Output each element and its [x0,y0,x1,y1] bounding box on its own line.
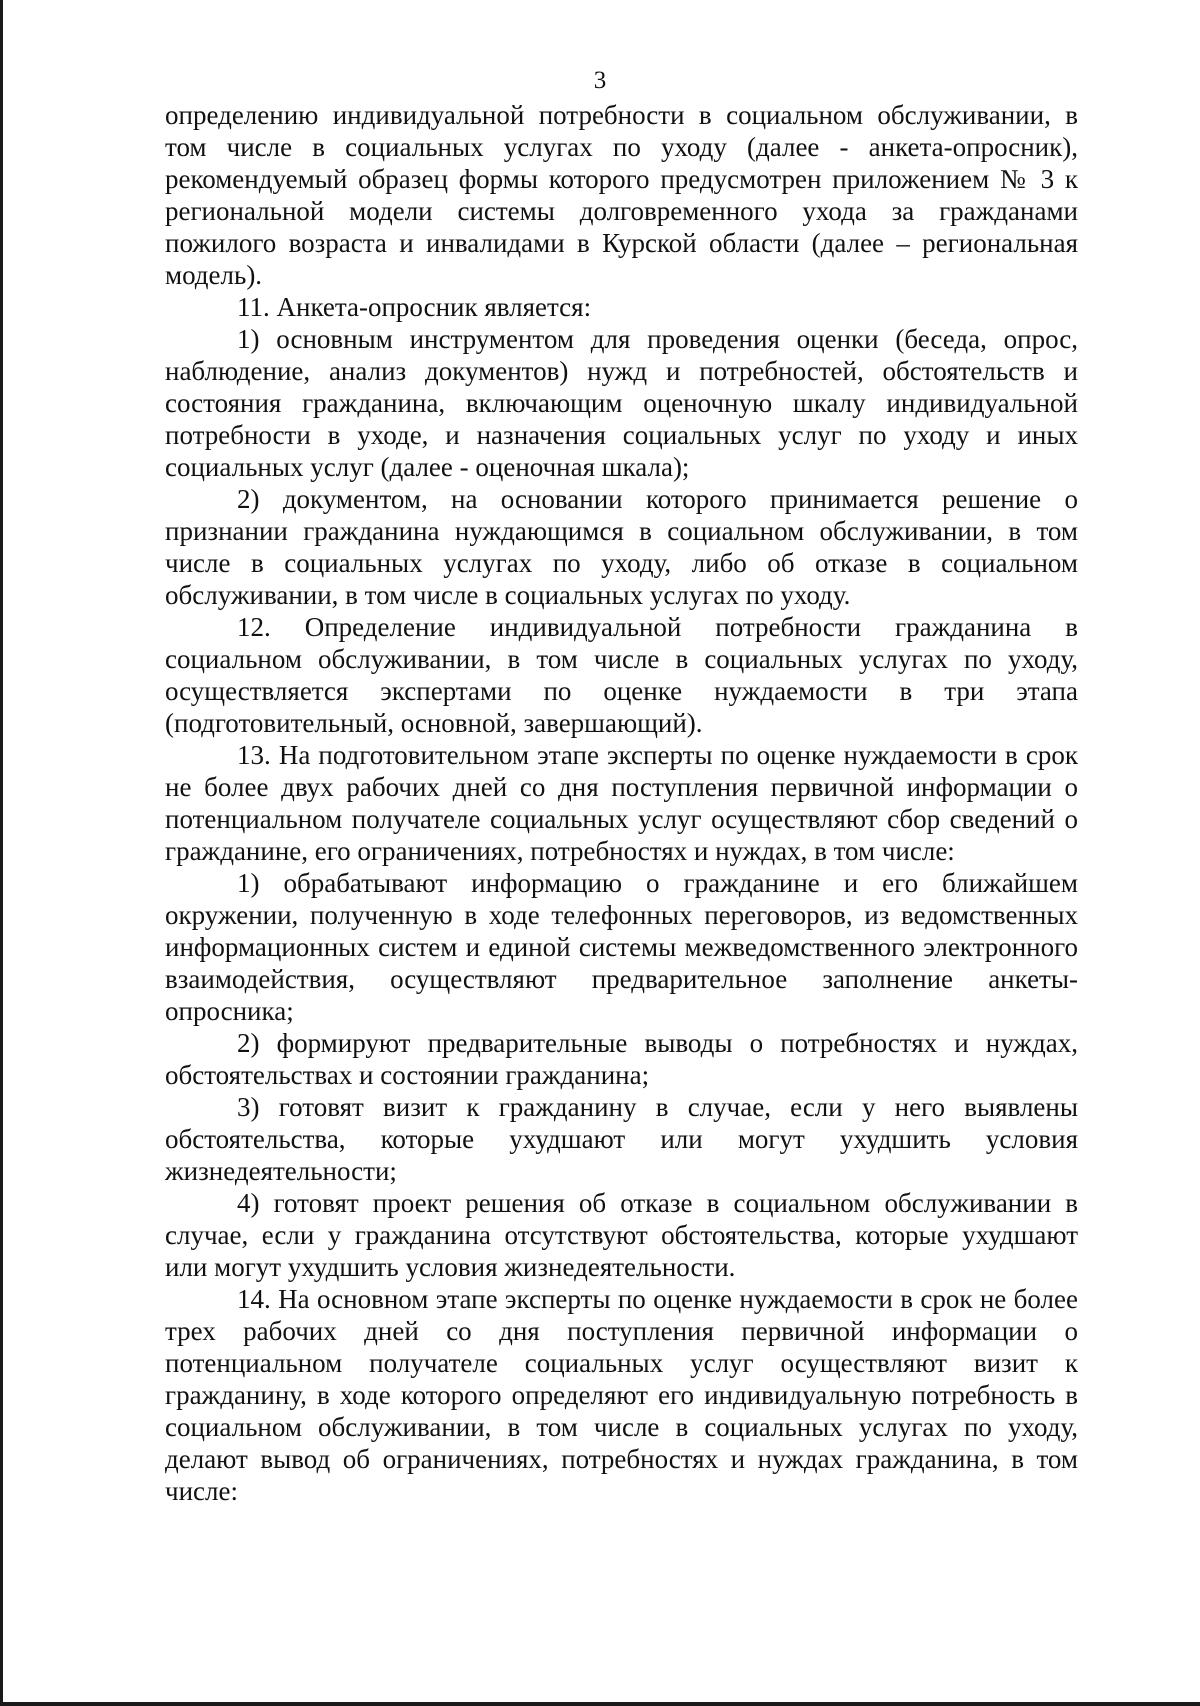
paragraph-item-11-1: 1) основным инструментом для проведения оценки (беседа, опрос, наблюдение, анализ документов) нужд и потребностей, обстоятельств и состояния гражданина, включающим оценочную шкалу индивидуальной потребности в уходе, и назначения социальных услуг по уходу и иных социальных услуг (далее - оценочная шкала); [165,324,1078,482]
paragraph-item-13-4: 4) готовят проект решения об отказе в социальном обслуживании в случае, если у гражданина отсутствуют обстоятельства, которые ухудшают или могут ухудшить условия жизнедеятельности. [165,1188,1078,1282]
scan-edge-left [0,0,3,1706]
paragraph-item-13-1: 1) обрабатывают информацию о гражданине и его ближайшем окружении, полученную в ходе телефонных переговоров, из ведомственных информационных систем и единой системы межведомственного электронного взаимодействия, осуществляют предварительное заполнение анкеты-опросника; [165,868,1078,1026]
paragraph-item-13: 13. На подготовительном этапе эксперты по оценке нуждаемости в срок не более двух рабочих дней со дня поступления первичной информации о потенциальном получателе социальных услуг осуществляют сбор сведений о гражданине, его ограничениях, потребностях и нуждах, в том числе: [165,740,1078,866]
paragraph-continuation: определению индивидуальной потребности в социальном обслуживании, в том числе в социальных услугах по уходу (далее - анкета-опросник), рекомендуемый образец формы которого предусмотрен приложением № 3 к региональной модели системы долговременного ухода за гражданами пожилого возраста и инвалидами в Курской области (далее – региональная модель). [165,100,1078,290]
document-body [165,99,1078,1507]
paragraph-item-13-2: 2) формируют предварительные выводы о потребностях и нуждах, обстоятельствах и состоянии гражданина; [165,1028,1078,1090]
scan-edge-bottom [0,1702,1200,1706]
paragraph-item-11: 11. Анкета-опросник является: [237,292,592,322]
paragraph-item-13-3: 3) готовят визит к гражданину в случае, если у него выявлены обстоятельства, которые ухудшают или могут ухудшить условия жизнедеятельности; [165,1092,1078,1186]
paragraph-item-14: 14. На основном этапе эксперты по оценке нуждаемости в срок не более трех рабочих дней со дня поступления первичной информации о потенциальном получателе социальных услуг осуществляют визит к гражданину, в ходе которого определяют его индивидуальную потребность в социальном обслуживании, в том числе в социальных услугах по уходу, делают вывод об ограничениях, потребностях и нуждах гражданина, в том числе: [165,1284,1078,1506]
paragraph-item-12: 12. Определение индивидуальной потребности гражданина в социальном обслуживании, в том числе в социальных услугах по уходу, осуществляется экспертами по оценке нуждаемости в три этапа (подготовительный, основной, завершающий). [165,612,1078,738]
paragraph-item-11-2: 2) документом, на основании которого принимается решение о признании гражданина нуждающимся в социальном обслуживании, в том числе в социальных услугах по уходу, либо об отказе в социальном обслуживании, в том числе в социальных услугах по уходу. [165,484,1078,610]
page-number: 3 [593,67,607,94]
